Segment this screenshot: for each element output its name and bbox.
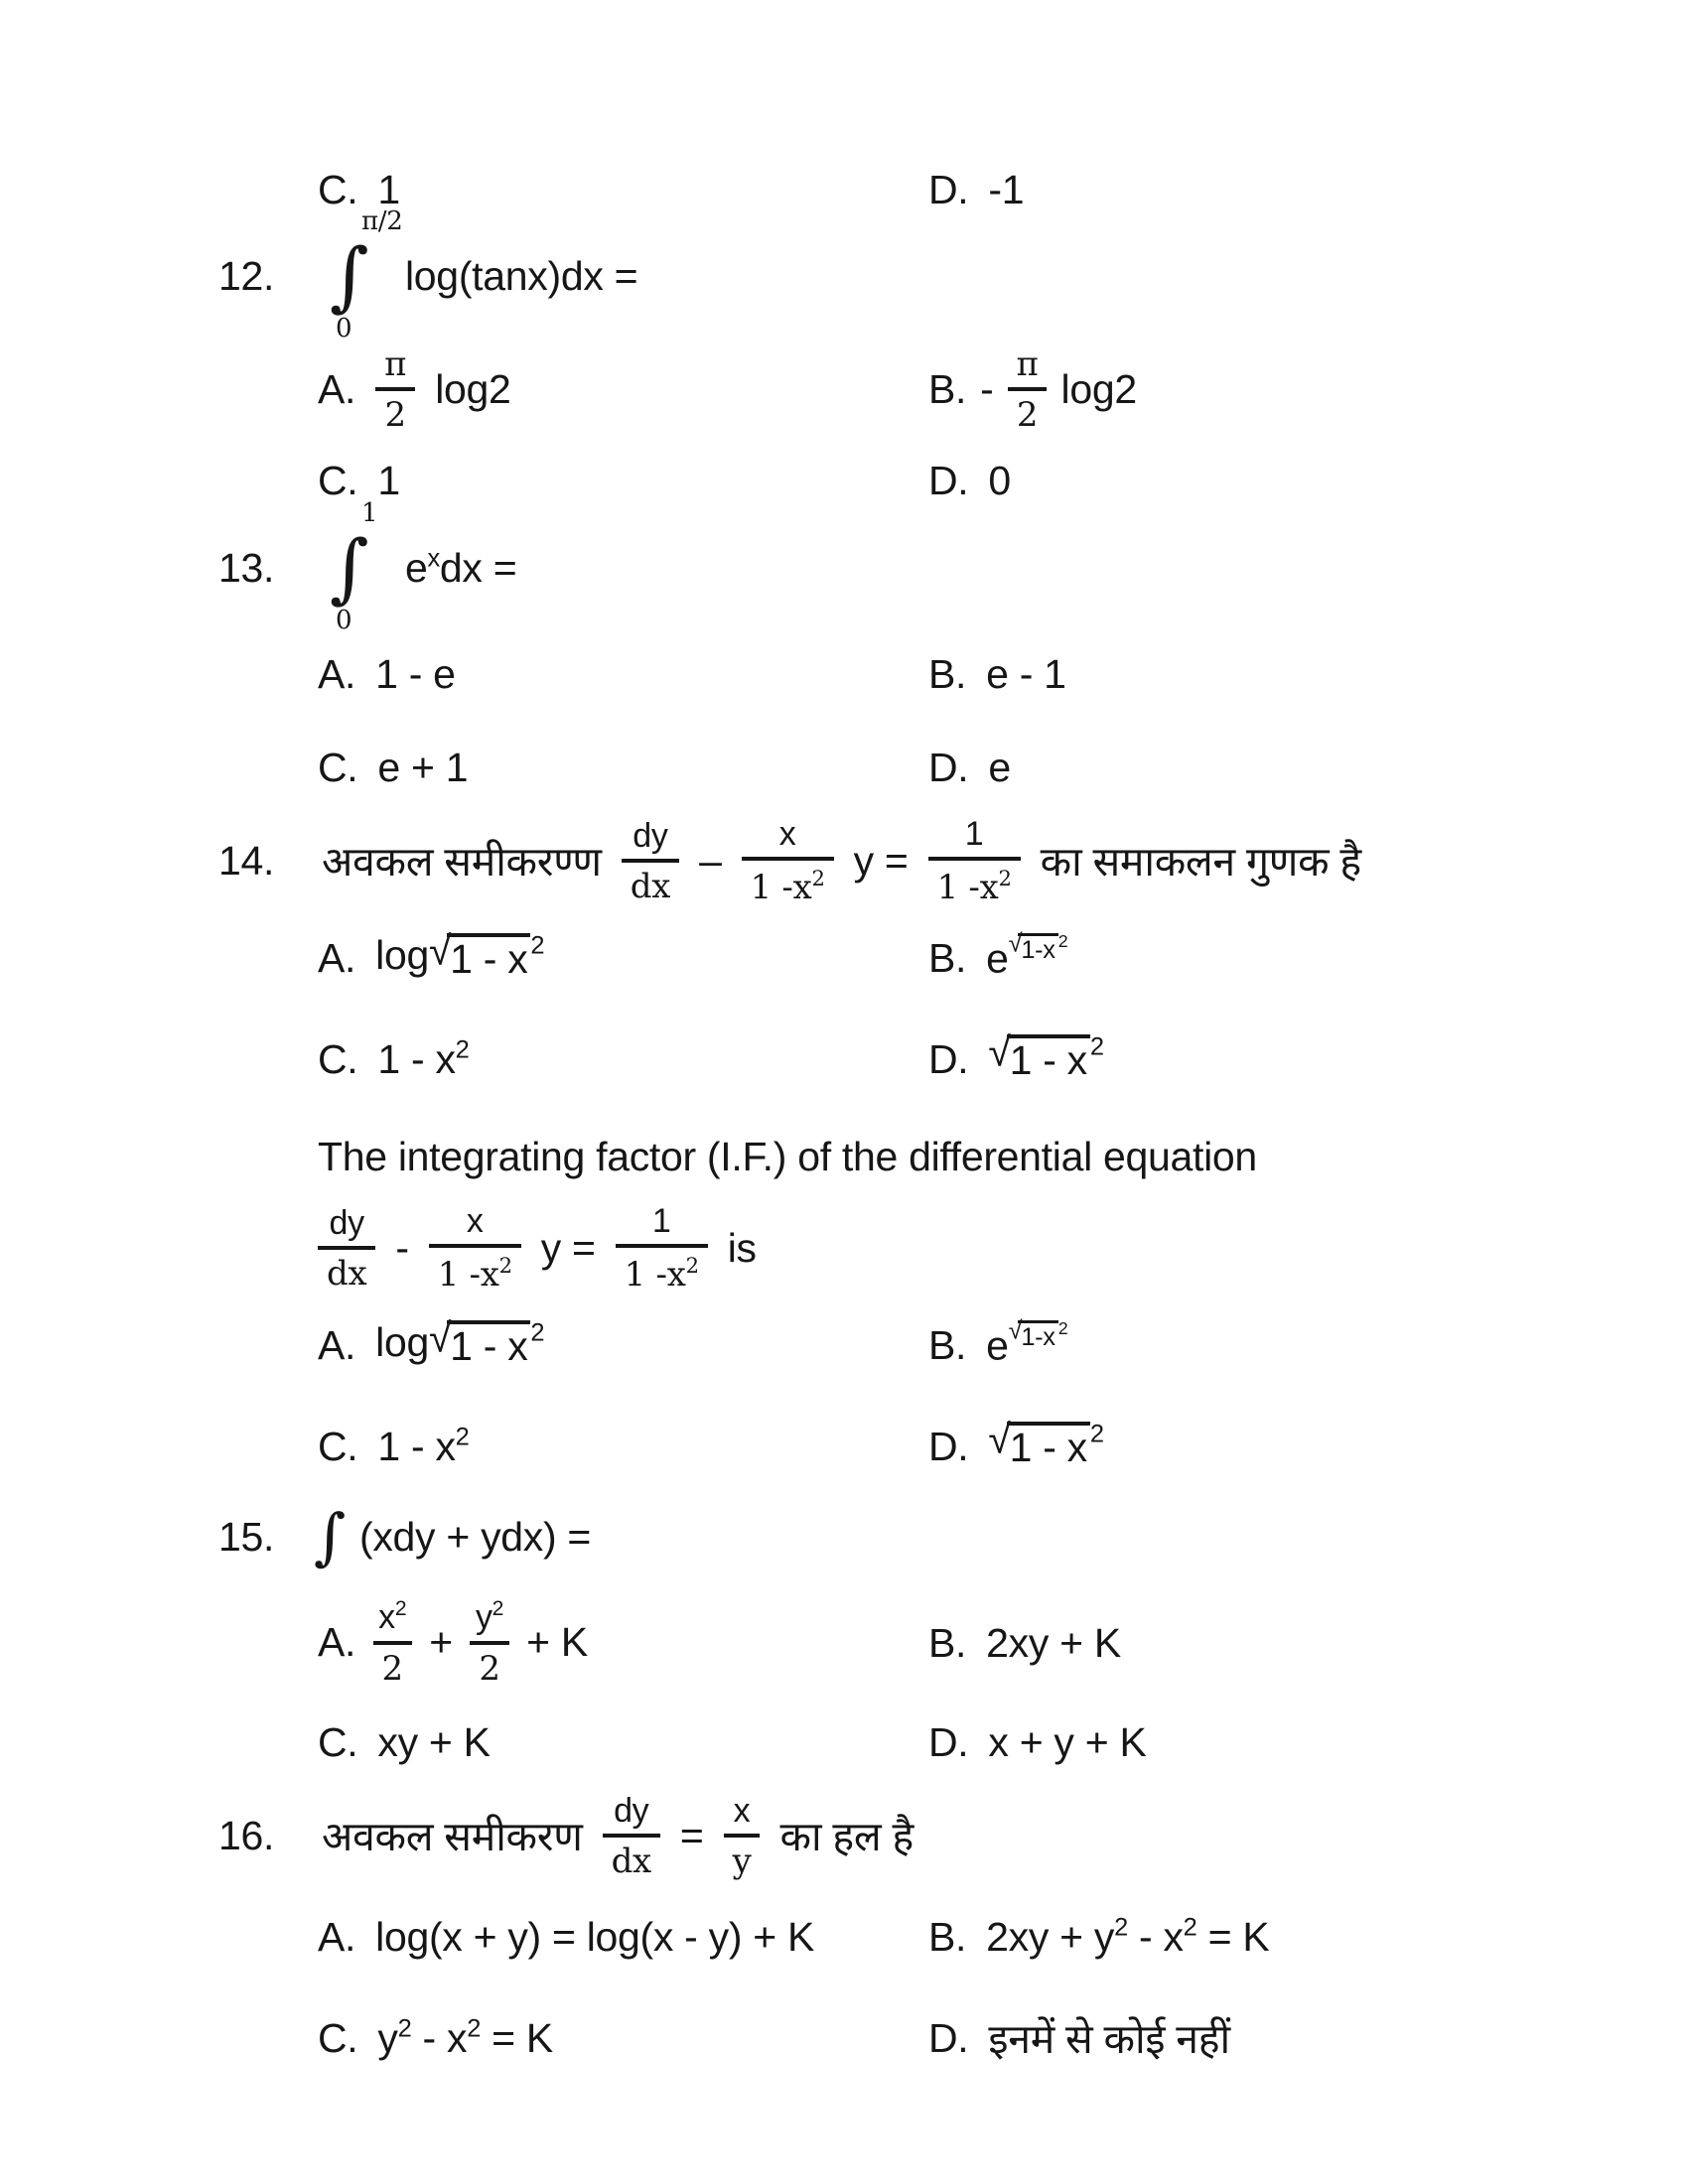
option-text: log(x + y) = log(x - y) + K bbox=[375, 1913, 815, 1960]
fraction-numerator: x bbox=[778, 814, 796, 853]
option-text bbox=[375, 927, 545, 984]
option-letter: A. bbox=[318, 1321, 356, 1368]
fraction-denominator: 2 bbox=[373, 1641, 412, 1686]
log-label: log bbox=[375, 932, 429, 979]
superscript: 2 bbox=[530, 1318, 545, 1347]
option-letter: B. bbox=[928, 934, 967, 981]
base: 1 - x bbox=[377, 1035, 456, 1082]
option-letter: A. bbox=[318, 934, 356, 981]
option-text: -1 bbox=[988, 166, 1025, 212]
minus-sign: - bbox=[395, 1224, 409, 1271]
option-14-a bbox=[318, 915, 544, 1001]
base: e bbox=[405, 544, 428, 591]
fraction-denominator: 2 bbox=[1008, 387, 1047, 432]
radical-sign: √ bbox=[428, 927, 452, 974]
integral bbox=[322, 206, 403, 343]
option-letter: D. bbox=[928, 1035, 969, 1082]
question-number: 13. bbox=[218, 544, 275, 591]
radical-sign: √ bbox=[1008, 1316, 1023, 1345]
part: - x bbox=[1127, 1913, 1184, 1960]
question-tail-hindi: का समाकलन गुणक है bbox=[1040, 839, 1361, 885]
option-text bbox=[986, 1316, 1068, 1370]
integral-sign: ∫ bbox=[314, 1500, 347, 1572]
option-text: log2 bbox=[1060, 365, 1137, 412]
option-14en-b bbox=[928, 1302, 1067, 1388]
fraction-numerator bbox=[467, 1598, 512, 1640]
option-text-hindi: इनमें से कोई नहीं bbox=[988, 2016, 1230, 2062]
fraction bbox=[429, 1201, 521, 1296]
exponent bbox=[1008, 1316, 1068, 1352]
minus-sign: – bbox=[699, 837, 722, 884]
fraction-denominator bbox=[742, 857, 834, 908]
superscript: 2 bbox=[397, 2013, 412, 2042]
option-text: 0 bbox=[988, 457, 1011, 503]
option-text bbox=[377, 1424, 469, 1470]
equals-sign: = bbox=[679, 1812, 704, 1858]
option-letter: A. bbox=[318, 1618, 356, 1665]
option-letter: D. bbox=[928, 166, 969, 212]
fraction bbox=[1008, 343, 1048, 435]
integral-upper-limit: π/2 bbox=[361, 206, 403, 236]
den-base: 1 -x bbox=[624, 1255, 686, 1296]
part: 2xy + y bbox=[986, 1913, 1115, 1960]
base: x bbox=[378, 1598, 395, 1637]
radicand: 1-x bbox=[1018, 933, 1057, 967]
option-letter: B. bbox=[928, 1321, 967, 1368]
radical bbox=[428, 927, 530, 984]
equation-mid: y = bbox=[540, 1224, 596, 1271]
superscript: 2 bbox=[998, 865, 1012, 890]
option-text: e + 1 bbox=[377, 744, 469, 790]
superscript: 2 bbox=[492, 1597, 504, 1621]
radical bbox=[988, 1028, 1089, 1085]
fraction-denominator bbox=[928, 857, 1021, 908]
question-number: 12. bbox=[218, 252, 275, 299]
option-text: 1 - e bbox=[375, 650, 456, 697]
base: e bbox=[986, 935, 1009, 982]
question-number: 16. bbox=[218, 1812, 275, 1858]
option-text: e bbox=[988, 744, 1011, 790]
radicand: 1-x bbox=[1018, 1320, 1057, 1354]
radical bbox=[1008, 1316, 1058, 1354]
option-14-c bbox=[318, 1017, 470, 1102]
superscript: x bbox=[427, 543, 440, 572]
radical bbox=[988, 1416, 1089, 1472]
radical-sign: √ bbox=[988, 1028, 1011, 1075]
option-letter: A. bbox=[318, 1913, 356, 1960]
option-16-a bbox=[318, 1908, 814, 1966]
option-text bbox=[988, 1416, 1104, 1472]
option-13-b bbox=[928, 645, 1066, 703]
radicand: 1 - x bbox=[1007, 1034, 1090, 1085]
option-13-d bbox=[928, 739, 1011, 796]
option-letter: C. bbox=[318, 2014, 358, 2061]
superscript: 2 bbox=[1183, 1912, 1197, 1941]
option-letter: A. bbox=[318, 365, 356, 412]
part: = K bbox=[1196, 1913, 1270, 1960]
fraction-denominator: 2 bbox=[470, 1641, 508, 1686]
option-16-c bbox=[318, 2009, 553, 2067]
question-body bbox=[405, 545, 516, 592]
fraction-denominator: dx bbox=[318, 1246, 375, 1291]
radicand: 1 - x bbox=[1007, 1422, 1090, 1472]
option-15-a bbox=[318, 1586, 588, 1698]
option-letter: A. bbox=[318, 650, 356, 697]
option-letter: C. bbox=[318, 1035, 358, 1082]
question-text-hindi: अवकल समीकरण bbox=[322, 1814, 583, 1859]
den-base: 1 -x bbox=[936, 868, 999, 908]
exponent bbox=[1008, 929, 1068, 965]
question-16-row bbox=[218, 1773, 914, 1898]
part: y bbox=[377, 2014, 398, 2061]
option-letter: C. bbox=[318, 744, 358, 790]
option-text: 1 bbox=[377, 166, 400, 212]
option-16-b bbox=[928, 1908, 1269, 1966]
fraction-numerator: π bbox=[384, 343, 407, 384]
fraction-numerator: 1 bbox=[651, 1201, 671, 1240]
option-letter: D. bbox=[928, 1423, 969, 1469]
integral-sign: ∫ bbox=[330, 523, 369, 612]
question-12-row bbox=[218, 206, 638, 343]
option-14-b bbox=[928, 915, 1067, 1001]
option-tail: + K bbox=[526, 1618, 588, 1665]
fraction-denominator: dx bbox=[603, 1834, 660, 1878]
option-letter: C. bbox=[318, 166, 358, 212]
den-base: 1 -x bbox=[437, 1255, 499, 1296]
superscript: 2 bbox=[1057, 931, 1068, 952]
option-14en-c bbox=[318, 1404, 470, 1489]
option-text: 2xy + K bbox=[986, 1619, 1121, 1666]
fraction-denominator bbox=[429, 1244, 521, 1296]
option-15-b bbox=[928, 1614, 1121, 1672]
integral-lower-limit: 0 bbox=[336, 606, 352, 635]
fraction bbox=[375, 343, 415, 435]
question-body: log(tanx)dx = bbox=[405, 252, 638, 299]
fraction bbox=[928, 814, 1021, 908]
superscript: 2 bbox=[1089, 1032, 1104, 1061]
fraction-numerator bbox=[369, 1598, 415, 1640]
option-letter: C. bbox=[318, 457, 358, 503]
fraction-numerator: 1 bbox=[964, 814, 984, 853]
radical-sign: √ bbox=[428, 1314, 452, 1361]
fraction-numerator: π bbox=[1016, 343, 1039, 384]
superscript: 2 bbox=[467, 2013, 482, 2042]
radical-sign: √ bbox=[988, 1416, 1011, 1462]
option-letter: B. bbox=[928, 650, 967, 697]
question-13-row bbox=[218, 498, 517, 635]
option-text bbox=[988, 1028, 1104, 1085]
option-text: 1 bbox=[377, 457, 400, 503]
intro-text: The integrating factor (I.F.) of the differential equation bbox=[318, 1133, 1257, 1179]
fraction-numerator: dy bbox=[329, 1203, 364, 1242]
fraction bbox=[742, 814, 834, 908]
option-letter: C. bbox=[318, 1718, 358, 1765]
option-text: xy + K bbox=[377, 1718, 491, 1765]
option-text bbox=[377, 2015, 553, 2062]
option-13-c bbox=[318, 739, 468, 796]
radicand: 1 - x bbox=[447, 933, 530, 984]
part: = K bbox=[481, 2014, 553, 2061]
option-15-c bbox=[318, 1713, 491, 1771]
fraction bbox=[724, 1791, 761, 1881]
option-14-d bbox=[928, 1017, 1104, 1102]
option-text: e - 1 bbox=[986, 650, 1066, 697]
option-letter: B. bbox=[928, 365, 967, 412]
plus-sign: + bbox=[429, 1618, 453, 1665]
option-12-a bbox=[318, 336, 511, 443]
option-text bbox=[375, 1314, 545, 1371]
question-number: 15. bbox=[218, 1513, 275, 1560]
fraction bbox=[616, 1201, 708, 1296]
fraction bbox=[467, 1597, 512, 1689]
minus-sign: - bbox=[980, 365, 994, 412]
fraction-numerator: x bbox=[733, 1791, 751, 1830]
option-letter: C. bbox=[318, 1423, 358, 1469]
integral-lower-limit: 0 bbox=[336, 314, 352, 343]
superscript: 2 bbox=[685, 1252, 699, 1278]
question-number: 14. bbox=[218, 837, 275, 884]
question-14-english-intro bbox=[318, 1128, 1257, 1185]
fraction bbox=[622, 816, 679, 906]
question-14-row bbox=[218, 796, 1361, 925]
question-text-hindi: अवकल समीकरण्ण bbox=[322, 839, 602, 885]
option-text: log2 bbox=[435, 365, 511, 412]
option-12-d bbox=[928, 452, 1011, 509]
integral-sign: ∫ bbox=[330, 231, 369, 320]
fraction-denominator: dx bbox=[622, 859, 679, 903]
part: - x bbox=[411, 2014, 468, 2061]
superscript: 2 bbox=[1089, 1420, 1104, 1448]
question-tail-hindi: का हल है bbox=[779, 1814, 914, 1859]
radical bbox=[428, 1314, 530, 1371]
superscript: 2 bbox=[811, 865, 825, 890]
fraction-numerator: dy bbox=[633, 816, 668, 855]
radicand: 1 - x bbox=[447, 1320, 530, 1371]
equation-tail: is bbox=[727, 1224, 757, 1271]
option-14en-a bbox=[318, 1302, 544, 1388]
option-text bbox=[986, 929, 1068, 983]
base: e bbox=[986, 1322, 1009, 1369]
base: y bbox=[475, 1598, 492, 1637]
integral bbox=[322, 498, 385, 635]
fraction-numerator: x bbox=[466, 1201, 484, 1240]
den-base: 1 -x bbox=[750, 868, 812, 908]
option-letter: D. bbox=[928, 1718, 969, 1765]
superscript: 2 bbox=[498, 1252, 512, 1278]
option-16-d bbox=[928, 2009, 1230, 2067]
superscript: 2 bbox=[394, 1597, 407, 1621]
superscript: 2 bbox=[455, 1422, 470, 1450]
radical-sign: √ bbox=[1008, 929, 1023, 958]
equation-mid: y = bbox=[853, 837, 909, 884]
fraction-denominator: 2 bbox=[375, 387, 414, 432]
option-12-b bbox=[928, 336, 1137, 443]
question-body: (xdy + ydx) = bbox=[359, 1513, 592, 1560]
option-letter: B. bbox=[928, 1913, 967, 1960]
option-12-c bbox=[318, 452, 400, 509]
base: 1 - x bbox=[377, 1423, 456, 1469]
radical bbox=[1008, 929, 1058, 967]
fraction-denominator: y bbox=[724, 1834, 761, 1878]
fraction bbox=[369, 1597, 415, 1689]
option-letter: D. bbox=[928, 457, 969, 503]
option-letter: D. bbox=[928, 744, 969, 790]
question-14-english-equation bbox=[318, 1183, 757, 1312]
question-15-row bbox=[218, 1483, 591, 1590]
superscript: 2 bbox=[1114, 1912, 1128, 1941]
body-tail: dx = bbox=[439, 544, 517, 591]
option-text bbox=[377, 1036, 469, 1083]
option-13-a bbox=[318, 645, 456, 703]
superscript: 2 bbox=[455, 1034, 470, 1063]
option-14en-d bbox=[928, 1404, 1104, 1489]
fraction bbox=[603, 1791, 660, 1881]
option-text bbox=[986, 1914, 1269, 1961]
option-letter: D. bbox=[928, 2014, 969, 2061]
fraction-numerator: dy bbox=[614, 1791, 649, 1830]
option-letter: B. bbox=[928, 1619, 967, 1666]
option-text: x + y + K bbox=[988, 1718, 1147, 1765]
fraction bbox=[318, 1203, 375, 1294]
option-11-d bbox=[928, 161, 1024, 218]
superscript: 2 bbox=[1057, 1318, 1068, 1339]
integral bbox=[310, 1485, 352, 1588]
integral-upper-limit: 1 bbox=[361, 498, 378, 528]
superscript: 2 bbox=[530, 931, 545, 960]
option-15-d bbox=[928, 1713, 1147, 1771]
fraction-denominator bbox=[616, 1244, 708, 1296]
log-label: log bbox=[375, 1319, 429, 1366]
